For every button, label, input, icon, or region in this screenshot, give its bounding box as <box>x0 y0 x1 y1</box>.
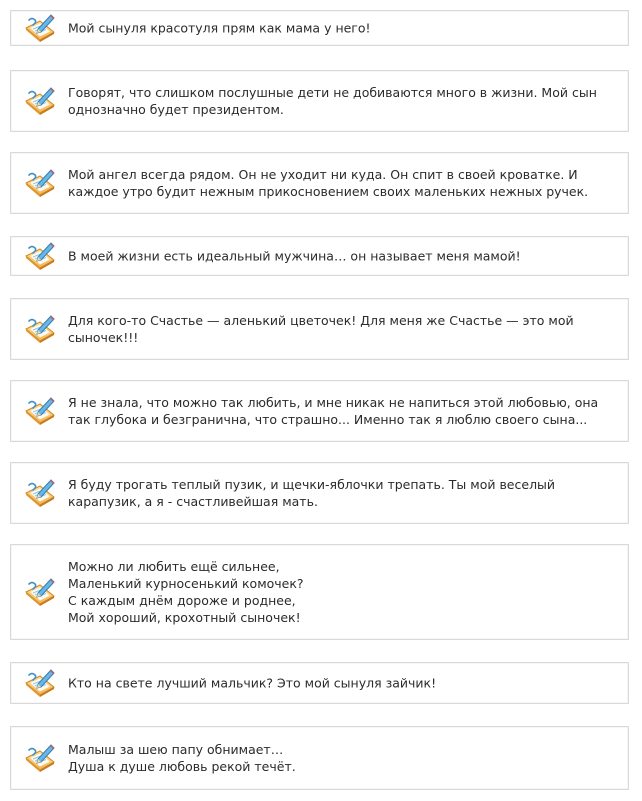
quote-card <box>10 662 629 704</box>
quote-card <box>10 10 629 46</box>
quote-card <box>10 726 629 790</box>
notepad-pencil-icon <box>23 577 57 607</box>
quote-card <box>10 462 629 524</box>
notepad-pencil-icon <box>23 86 57 116</box>
quote-text: Я буду трогать теплый пузик, и щечки-яблочки трепать. Ты мой веселый карапузик, а я - счастливейшая мать. <box>68 477 556 509</box>
quote-card <box>10 298 629 360</box>
notepad-pencil-icon <box>23 668 57 698</box>
quote-text: Для кого-то Счастье — аленький цветочек! Для меня же Счастье — это мой сыночек!!! <box>68 313 574 345</box>
notepad-pencil-icon <box>23 478 57 508</box>
quote-card <box>10 236 629 276</box>
quote-text: Я не знала, что можно так любить, и мне никак не напиться этой любовью, она так глубока и безгранична, что страшно... Именно так я люблю своего сына... <box>68 395 599 427</box>
notepad-pencil-icon <box>23 241 57 271</box>
notepad-pencil-icon <box>23 743 57 773</box>
notepad-pencil-icon <box>23 396 57 426</box>
quote-text: Малыш за шею папу обнимает… Душа к душе любовь рекой течёт. <box>68 742 296 774</box>
notepad-pencil-icon <box>23 314 57 344</box>
quote-card <box>10 152 629 214</box>
notepad-pencil-icon <box>23 13 57 43</box>
notepad-pencil-icon <box>23 168 57 198</box>
quote-text: Мой сынуля красотуля прям как мама у него! <box>68 20 371 36</box>
quote-card <box>10 70 629 132</box>
quote-card <box>10 544 629 640</box>
quote-text: В моей жизни есть идеальный мужчина… он называет меня мамой! <box>68 248 521 264</box>
quote-card <box>10 380 629 442</box>
quote-text: Можно ли любить ещё сильнее, Маленький курносенький комочек? С каждым днём дороже и роднее, Мой хороший, крохотный сыночек! <box>68 559 304 625</box>
quote-text: Мой ангел всегда рядом. Он не уходит ни куда. Он спит в своей кроватке. И каждое утро будит нежным прикосновением своих маленьких нежных ручек. <box>68 167 589 199</box>
quote-text: Говорят, что слишком послушные дети не добиваются много в жизни. Мой сын однозначно будет президентом. <box>68 85 597 117</box>
quote-text: Кто на свете лучший мальчик? Это мой сынуля зайчик! <box>68 675 437 691</box>
